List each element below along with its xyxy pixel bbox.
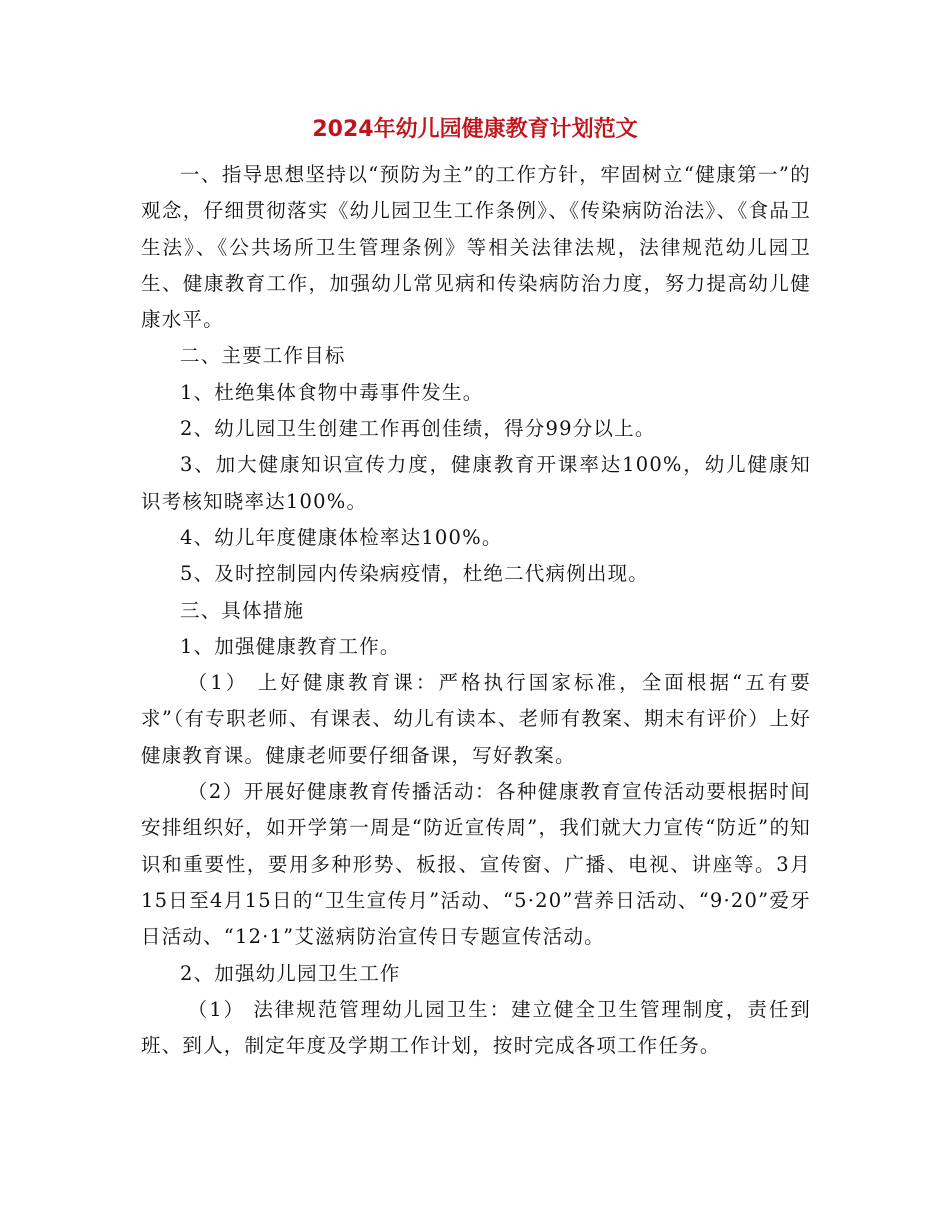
heading-measures: 三、具体措施	[180, 598, 305, 622]
goal-item-5: 5、及时控制园内传染病疫情，杜绝二代病例出现。	[180, 562, 650, 586]
document-title: 2024年幼儿园健康教育计划范文	[312, 117, 638, 142]
goal-item-2: 2、幼儿园卫生创建工作再创佳绩，得分99分以上。	[180, 417, 656, 441]
heading-main-goals: 二、主要工作目标	[180, 344, 346, 368]
goal-item-3: 3、加大健康知识宣传力度，健康教育开课率达100%，幼儿健康知识考核知晓率达100%。	[141, 453, 811, 513]
goal-item-1: 1、杜绝集体食物中毒事件发生。	[180, 380, 484, 404]
measure-subitem-2-1: （1） 法律规范管理幼儿园卫生：建立健全卫生管理制度，责任到班、到人，制定年度及学期工作计划，按时完成各项工作任务。	[141, 997, 811, 1058]
measure-item-1: 1、加强健康教育工作。	[180, 634, 401, 658]
measure-subitem-1-2: （2）开展好健康教育传播活动：各种健康教育宣传活动要根据时间安排组织好，如开学第一周是“防近宣传周”，我们就大力宣传“防近”的知识和重要性，要用多种形势、板报、宣传窗、广播、电视、讲座等。3月15日至4月15日的“卫生宣传月”活动、“5·20”营养日活动、“9·20”爱牙日活动、“12·1”艾滋病防治宣传日专题宣传活动。	[141, 780, 811, 949]
document-body	[141, 157, 811, 1064]
measure-subitem-1-1: （1） 上好健康教育课：严格执行国家标准，全面根据“五有要求”（有专职老师、有课表、幼儿有读本、老师有教案、期末有评价）上好健康教育课。健康老师要仔细备课，写好教案。	[141, 671, 811, 767]
goal-item-4: 4、幼儿年度健康体检率达100%。	[180, 525, 503, 549]
measure-item-2: 2、加强幼儿园卫生工作	[180, 961, 401, 985]
paragraph-guiding-ideology: 一、指导思想坚持以“预防为主”的工作方针，牢固树立“健康第一”的观念，仔细贯彻落实《幼儿园卫生工作条例》、《传染病防治法》、《食品卫生法》、《公共场所卫生管理条例》等相关法律法规，法律规范幼儿园卫生、健康教育工作，加强幼儿常见病和传染病防治力度，努力提高幼儿健康水平。	[141, 163, 811, 332]
